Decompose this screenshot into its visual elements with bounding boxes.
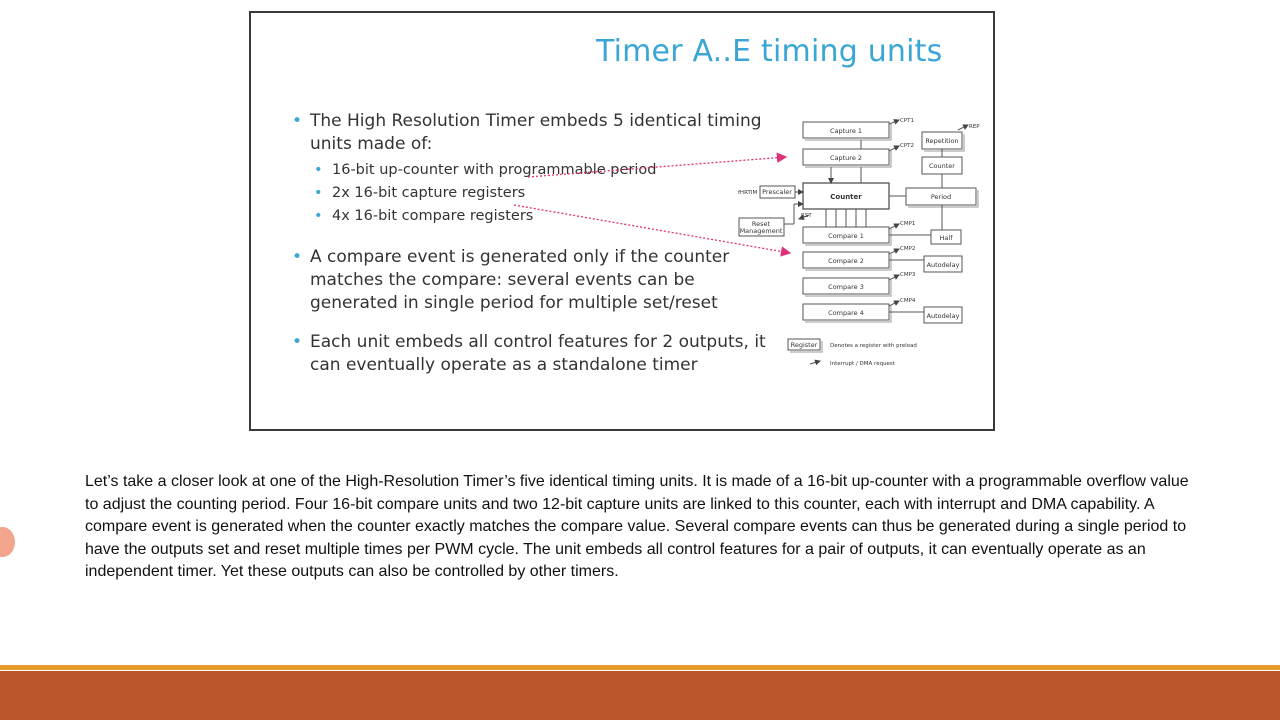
- bullet-control-features: • Each unit embeds all control features for 2 outputs, it can eventually operate as a standalone timer: [292, 331, 780, 377]
- speaker-notes: Let’s take a closer look at one of the High-Resolution Timer’s five identical timing units. It is made of a 16-bit up-counter with a programmable overflow value to adjust the counting period. Four 16-bit compare units and two 12-bit capture units are linked to this counter, each with interrupt and DMA capability. A compare event is generated when the counter exactly matches the compare value. Several compare events can thus be generated during a single period to have the outputs set and reset multiple times per PWM cycle. The unit embeds all control features for a pair of outputs, it can eventually operate as an independent timer. Yet these outputs can also be controlled by other timers.: [85, 473, 1189, 580]
- period-label: Period: [930, 193, 952, 201]
- subbullet-capture-registers: • 2x 16-bit capture registers: [314, 182, 525, 205]
- management-label: Management: [739, 227, 783, 235]
- prescaler-label: Prescaler: [762, 188, 792, 196]
- cpt2-label: CPT2: [900, 143, 915, 149]
- cmp1-label: CMP1: [900, 221, 916, 227]
- cmp4-label: CMP4: [900, 298, 916, 304]
- compare2-label: Compare 2: [828, 257, 864, 265]
- rep-label: REP: [969, 124, 980, 130]
- compare4-label: Compare 4: [828, 309, 864, 317]
- rst-label: RST: [801, 213, 812, 219]
- compare3-label: Compare 3: [828, 283, 864, 291]
- timing-unit-diagram: [736, 112, 992, 374]
- legend-register-label: Register: [790, 341, 818, 349]
- bullet-compare-event: • A compare event is generated only if the counter matches the compare: several events can be generated in single period for multiple set/reset: [292, 246, 780, 315]
- slide-title: Timer A..E timing units: [596, 34, 943, 69]
- cmp3-label: CMP3: [900, 272, 916, 278]
- repetition-label: Repetition: [925, 137, 959, 145]
- fhrtim-label: fHRTIM: [738, 190, 758, 196]
- legend-interrupt-text: Interrupt / DMA request: [830, 361, 895, 367]
- footer-accent-line: [0, 665, 1280, 670]
- subbullet-compare-registers: • 4x 16-bit compare registers: [314, 205, 533, 228]
- cpt1-label: CPT1: [900, 118, 915, 124]
- half-label: Half: [939, 234, 953, 242]
- small-counter-label: Counter: [929, 162, 955, 170]
- autodelay1-label: Autodelay: [926, 261, 960, 269]
- compare1-label: Compare 1: [828, 232, 864, 240]
- capture1-label: Capture 1: [829, 127, 863, 135]
- capture2-label: Capture 2: [829, 154, 863, 162]
- bullet-timing-units: • The High Resolution Timer embeds 5 identical timing units made of:: [292, 110, 780, 156]
- subbullet-up-counter: • 16-bit up-counter with programmable period: [314, 159, 656, 182]
- legend-register-text: Denotes a register with preload: [830, 343, 917, 349]
- cmp2-label: CMP2: [900, 246, 916, 252]
- autodelay2-label: Autodelay: [926, 312, 960, 320]
- reset-label: Reset: [751, 220, 771, 228]
- footer-bar: [0, 671, 1280, 720]
- counter-label: Counter: [830, 193, 862, 201]
